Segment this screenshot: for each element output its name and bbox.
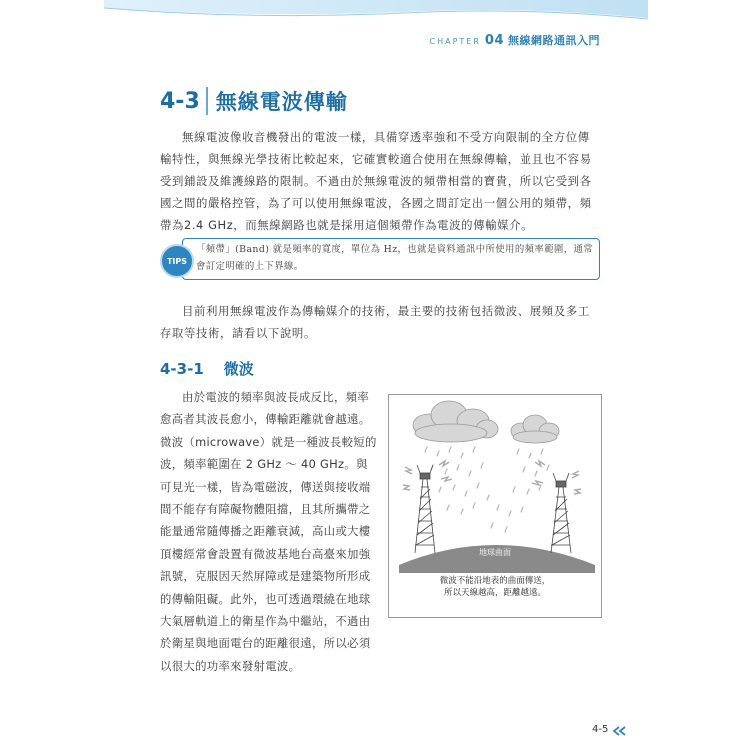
chapter-number: 04 [484,33,504,48]
section-number: 4-3 [160,88,200,114]
chapter-title: 無線網路通訊入門 [508,34,600,47]
antenna-tower-right-icon [551,473,571,553]
ground-label: 地球曲面 [479,548,511,557]
paragraph-microwave: 由於電波的頻率與波長成反比，頻率愈高者其波長愈小，傳輸距離就會越遠。微波（microwave）就是一種波長較短的波，頻率範圍在 2 GHz ～ 40 GHz。與可見光一樣，皆為電磁波，傳送與接收端間不能存有障礙物體阻擋，且其所攜帶之能量通常隨傳播之距離衰減，高山或大樓頂樓經常會設置有微波基地台高臺來加強訊號，克服因天然屏障或是建築物所形成的傳輸阻礙。此外，也可透過環繞在地球大氣層軌道上的衛星作為中繼站，不過由於衛星與地面電台的距離很遠，所以必須以很大的功率來發射電波。 [160,390,377,673]
top-banner [104,0,648,34]
cloud-right-icon [511,415,559,443]
subsection-heading [160,358,254,379]
rain-icon [425,447,549,532]
subsection-number: 4-3-1 [160,360,204,378]
paragraph-techniques: 目前利用無線電波作為傳輸媒介的技術，最主要的技術包括微波、展頻及多工存取等技術，請看以下說明。 [160,304,590,340]
tips-badge: TIPS [160,244,194,278]
figure-caption-line2: 所以天線越高，距離越遠。 [443,588,547,598]
chapter-word: CHAPTER [429,37,481,46]
microwave-drawing [389,395,601,617]
cloud-left-icon [413,401,498,442]
tips-text: 「頻帶」(Band) 就是頻率的寬度，單位為 Hz，也就是資料通訊中所使用的頻率範圍，通常會訂定明確的上下界線。 [196,244,594,272]
double-chevron-left-icon [612,726,628,736]
chapter-header [430,32,601,48]
section-title: 無線電波傳輸 [215,90,348,114]
paragraph-intro: 無線電波像收音機發出的電波一樣，具備穿透率強和不受方向限制的全方位傳輸特性，與無線光學技術比較起來，它確實較適合使用在無線傳輸，並且也不容易受到鋪設及維護線路的限制。不過由於無線電波的頻帶相當的寶貴，所以它受到各國之間的嚴格控管，為了可以使用無線電波，各國之間訂定出一個公用的頻帶，頻帶為2.4 GHz，而無線網路也就是採用這個頻帶作為電波的傳輸媒介。 [160,130,592,232]
microwave-illustration [388,394,602,618]
antenna-tower-left-icon [415,465,435,553]
section-heading [160,84,348,118]
figure-caption-line1: 微波不能沿地表的曲面傳送， [439,576,551,586]
section-divider [206,87,208,115]
tips-callout [160,238,600,280]
page-number: 4-5 [592,724,609,735]
subsection-title: 微波 [223,360,254,378]
